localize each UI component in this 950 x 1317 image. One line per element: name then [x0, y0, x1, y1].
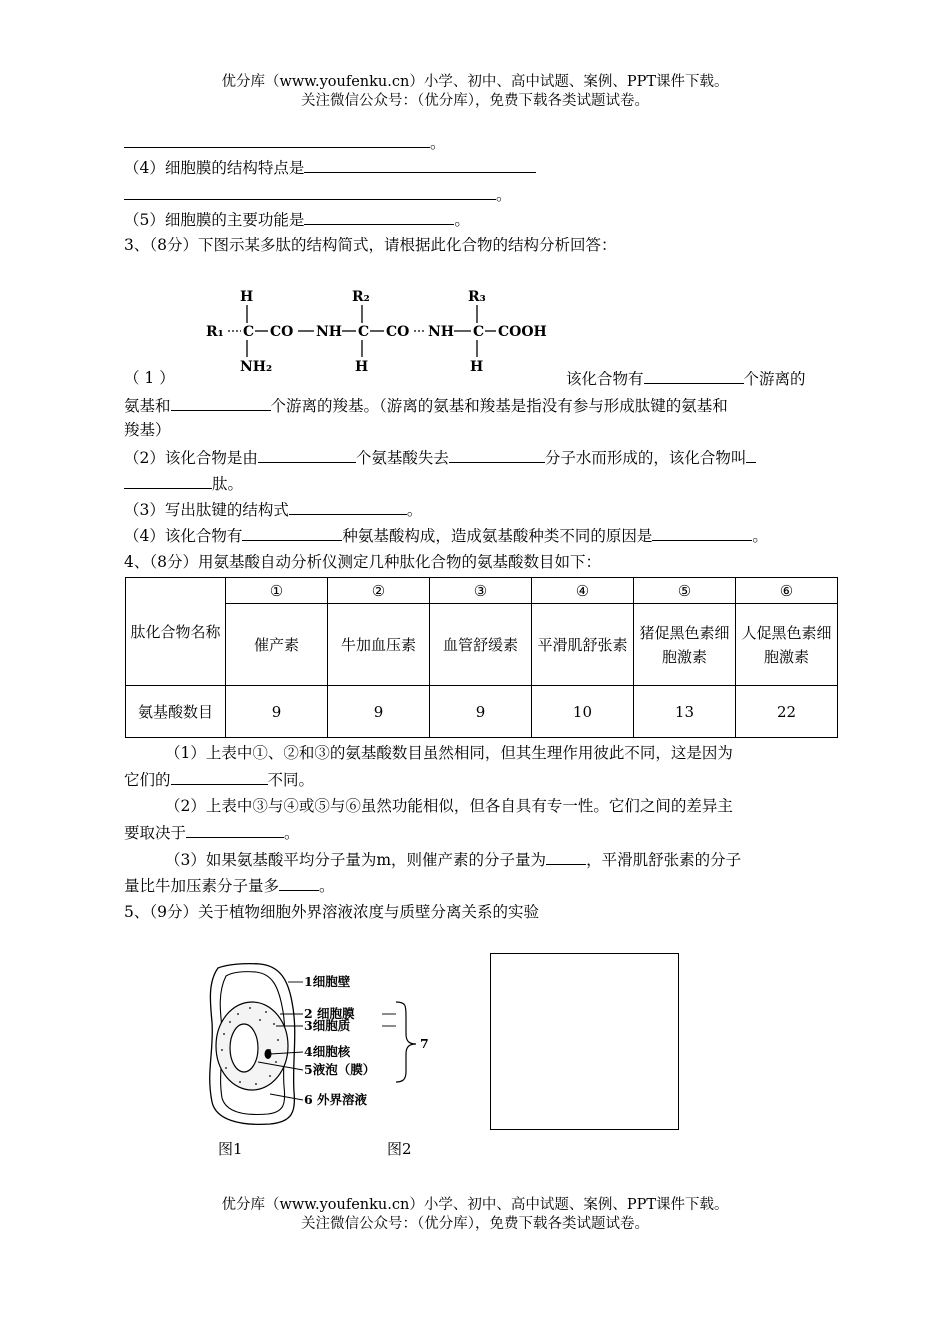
- col-num-5: ⑤: [633, 578, 735, 604]
- q2-part4-cont: [124, 182, 834, 208]
- q3-part4-text-b: 种氨基酸构成，造成氨基酸种类不同的原因是: [342, 527, 653, 545]
- q3-part1-text-a: 该化合物有: [566, 370, 644, 388]
- q4-part3-text-c: 量比牛加压素分子量多: [124, 877, 280, 895]
- plant-cell-figure: [200, 962, 450, 1132]
- col-num-6: ⑥: [735, 578, 837, 604]
- answer-blank[interactable]: [124, 130, 430, 148]
- label-cell-wall: 1细胞壁: [304, 974, 351, 989]
- q4-part3-text-b: ，平滑肌舒张素的分子: [586, 851, 742, 869]
- answer-blank[interactable]: [124, 182, 496, 200]
- answer-blank[interactable]: [644, 366, 744, 384]
- q3-part4-text-c: 。: [752, 527, 768, 545]
- amino-acid-table: [125, 577, 838, 738]
- q4-part1-line2: [124, 767, 834, 793]
- q2-part5-text: （5）细胞膜的主要功能是: [124, 211, 305, 229]
- formula-nh1: NH: [316, 324, 343, 340]
- col-count-2: 9: [327, 686, 429, 738]
- q4-part2-text-b: 要取决于: [124, 824, 187, 842]
- label-nucleus: 4细胞核: [304, 1044, 351, 1059]
- formula-bottom-h2: H: [355, 359, 369, 375]
- q3-part2-text-c: 分子水而形成的，该化合物叫: [544, 449, 747, 467]
- q3-part1-start: [566, 366, 806, 392]
- q4-part3-text-a: （3）如果氨基酸平均分子量为m，则催产素的分子量为: [165, 851, 547, 869]
- answer-blank[interactable]: [258, 445, 356, 463]
- q3-part1-label: （ 1 ）: [124, 369, 175, 387]
- brace: [396, 1002, 416, 1082]
- col-name-5: 猪促黑色素细胞激素: [633, 604, 735, 686]
- label-vacuole: 5液泡（膜）: [304, 1062, 376, 1077]
- table-row-names: [126, 604, 838, 686]
- col-name-3: 血管舒缓素: [429, 604, 531, 686]
- page-footer-line1: 优分库（www.youfenku.cn）小学、初中、高中试题、案例、PPT课件下载。: [221, 1197, 729, 1213]
- answer-blank[interactable]: [171, 767, 268, 785]
- q3-part1-text-b: 个游离的: [743, 370, 806, 388]
- q3-part3-text-b: 。: [406, 501, 423, 519]
- answer-blank[interactable]: [449, 445, 545, 463]
- page-footer-line2: 关注微信公众号：（优分库），免费下载各类试题试卷。: [301, 1216, 649, 1232]
- formula-r1: R₁: [206, 324, 224, 340]
- formula-bottom-h3: H: [470, 359, 484, 375]
- answer-blank[interactable]: [304, 155, 536, 173]
- q3-part3-text-a: （3）写出肽键的结构式: [124, 501, 289, 519]
- answer-blank[interactable]: [652, 523, 752, 541]
- answer-blank[interactable]: [746, 445, 756, 463]
- q3-part1-line2: [124, 393, 834, 419]
- col-count-3: 9: [429, 686, 531, 738]
- col-num-2: ②: [327, 578, 429, 604]
- q3-part2-text-a: （2）该化合物是由: [124, 449, 258, 467]
- q3-part2: [124, 445, 834, 471]
- answer-blank[interactable]: [186, 820, 284, 838]
- answer-blank[interactable]: [279, 873, 319, 891]
- page-header-line1: 优分库（www.youfenku.cn）小学、初中、高中试题、案例、PPT课件下载。: [221, 74, 729, 90]
- table-row-counts: [126, 686, 838, 738]
- formula-r3: R₃: [468, 289, 486, 305]
- col-num-1: ①: [225, 578, 327, 604]
- q4-part1: （1）上表中①、②和③的氨基酸数目虽然相同，但其生理作用彼此不同，这是因为: [165, 744, 733, 762]
- q3-title: 3、（8分）下图示某多肽的结构简式，请根据此化合物的结构分析回答：: [124, 236, 617, 254]
- polypeptide-formula: [200, 285, 560, 380]
- formula-cooh: COOH: [498, 324, 547, 340]
- col-name-4: 平滑肌舒张素: [531, 604, 633, 686]
- col-count-5: 13: [633, 686, 735, 738]
- q3-part2-line2: [124, 471, 834, 497]
- col-num-3: ③: [429, 578, 531, 604]
- row-head-count: 氨基酸数目: [126, 686, 226, 738]
- table-row-numbers: [126, 578, 838, 604]
- formula-c2: C: [358, 324, 370, 340]
- col-name-6: 人促黑色素细胞激素: [735, 604, 837, 686]
- figure-2-caption: 图2: [387, 1140, 412, 1158]
- formula-nh2-group: NH₂: [240, 359, 273, 375]
- punct: 。: [454, 211, 470, 229]
- q2-continuation-line: [124, 130, 834, 156]
- col-count-6: 22: [735, 686, 837, 738]
- formula-r2: R₂: [352, 289, 370, 305]
- figure-1-caption: 图1: [218, 1140, 243, 1158]
- q3-part2-text-b: 个氨基酸失去: [355, 449, 449, 467]
- q2-part5: [124, 207, 834, 233]
- formula-c3: C: [473, 324, 485, 340]
- formula-c1: C: [243, 324, 255, 340]
- q3-part1-text-c: 氨基和: [124, 397, 171, 415]
- label-brace-7: 7: [420, 1036, 429, 1051]
- q4-part3-line2: [124, 873, 834, 899]
- vacuole: [230, 1024, 258, 1072]
- col-num-4: ④: [531, 578, 633, 604]
- q3-part3: [124, 497, 834, 523]
- punct: 。: [496, 186, 512, 204]
- q4-part1-text-c: 不同。: [267, 771, 315, 789]
- col-count-4: 10: [531, 686, 633, 738]
- label-external-solution: 6 外界溶液: [304, 1092, 368, 1107]
- figure-2-drawing-box[interactable]: [490, 953, 679, 1130]
- q2-part4-text: （4）细胞膜的结构特点是: [124, 159, 305, 177]
- punct: 。: [430, 134, 446, 152]
- answer-blank[interactable]: [289, 497, 407, 515]
- q4-part3-text-d: 。: [319, 877, 335, 895]
- formula-co1: CO: [270, 324, 294, 340]
- page-header-line2: 关注微信公众号：（优分库），免费下载各类试题试卷。: [301, 93, 649, 109]
- q3-part1-line3: 羧基）: [124, 421, 171, 439]
- label-cell-membrane: 2 细胞膜: [304, 1006, 355, 1021]
- q3-part4-text-a: （4）该化合物有: [124, 527, 243, 545]
- q3-part4: [124, 523, 834, 549]
- formula-co2: CO: [386, 324, 410, 340]
- answer-blank[interactable]: [304, 207, 454, 225]
- formula-top-h: H: [240, 289, 254, 305]
- q4-part2-text-c: 。: [284, 824, 300, 842]
- q4-part2-line2: [124, 820, 834, 846]
- col-name-1: 催产素: [225, 604, 327, 686]
- q4-part3: [165, 847, 835, 873]
- col-count-1: 9: [225, 686, 327, 738]
- q4-part1-text-b: 它们的: [124, 771, 171, 789]
- q4-title: 4、（8分）用氨基酸自动分析仪测定几种肽化合物的氨基酸数目如下：: [124, 553, 601, 571]
- answer-blank[interactable]: [242, 523, 342, 541]
- q5-title: 5、（9分）关于植物细胞外界溶液浓度与质壁分离关系的实验: [124, 903, 539, 921]
- q3-part1-text-d: 个游离的羧基。（游离的氨基和羧基是指没有参与形成肽键的氨基和: [270, 397, 728, 415]
- answer-blank[interactable]: [124, 471, 212, 489]
- col-name-2: 牛加血压素: [327, 604, 429, 686]
- q2-part4: [124, 155, 834, 181]
- answer-blank[interactable]: [546, 847, 586, 865]
- label-cytoplasm: 3细胞质: [304, 1018, 351, 1033]
- q3-part2-text-d: 肽。: [212, 475, 244, 493]
- answer-blank[interactable]: [171, 393, 271, 411]
- formula-nh2: NH: [428, 324, 455, 340]
- row-head-name: 肽化合物名称: [126, 578, 226, 686]
- q4-part2: （2）上表中③与④或⑤与⑥虽然功能相似，但各自具有专一性。它们之间的差异主: [165, 797, 733, 815]
